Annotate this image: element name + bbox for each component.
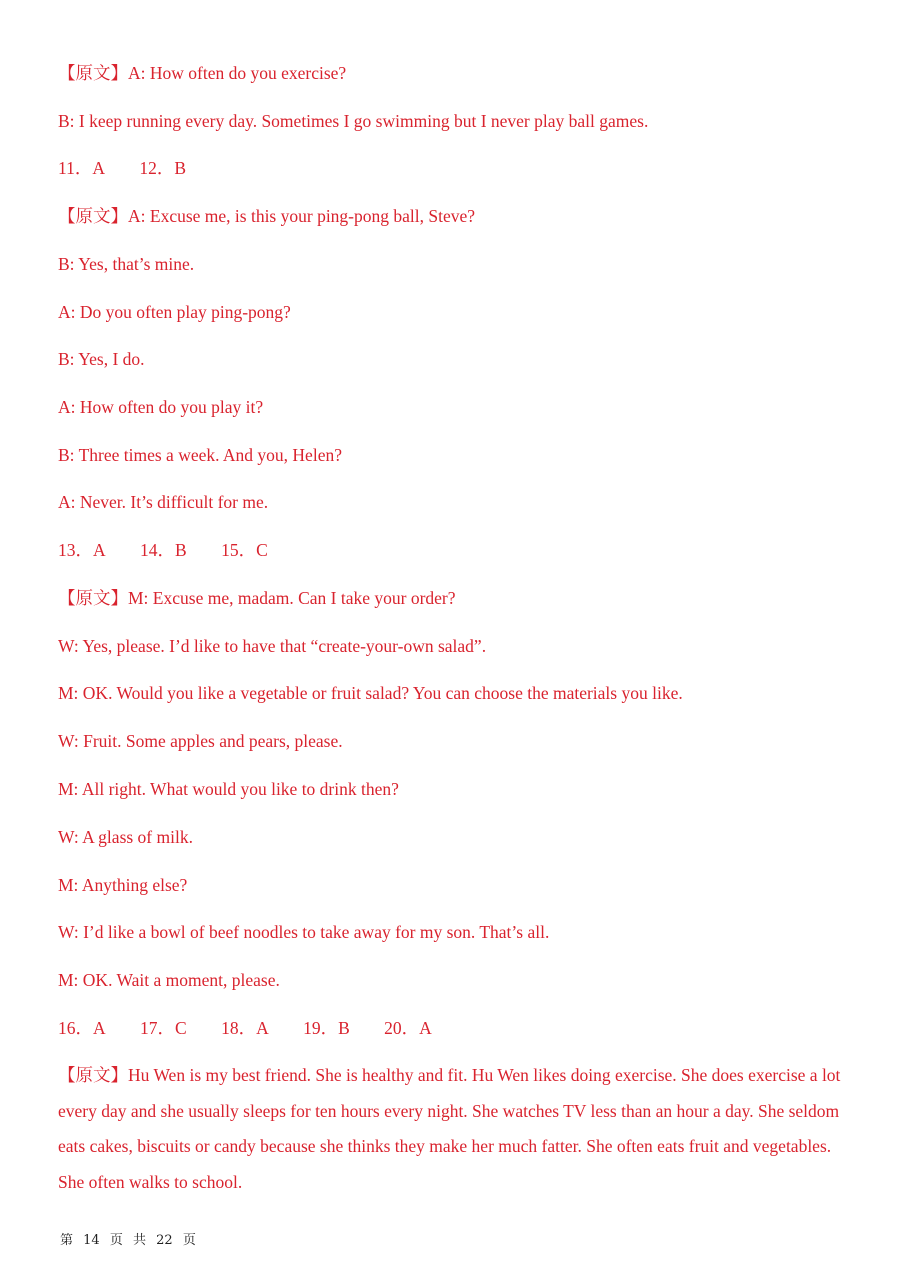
transcript-line: W: Fruit. Some apples and pears, please.	[58, 731, 343, 751]
transcript-line: 【原文】A: Excuse me, is this your ping-pong ball, Steve?	[58, 206, 476, 226]
footer-prefix: 第	[60, 1233, 74, 1248]
answer-item: 16．A	[58, 1018, 106, 1038]
page-total: 22	[156, 1233, 173, 1248]
answer-key-row	[58, 158, 186, 178]
transcript-line: B: Yes, I do.	[58, 349, 145, 369]
transcript-line: A: Never. It’s difficult for me.	[58, 492, 269, 512]
answer-item: 17．C	[140, 1018, 187, 1038]
transcript-line: W: I’d like a bowl of beef noodles to take away for my son. That’s all.	[58, 922, 550, 942]
answer-item: 19．B	[303, 1018, 350, 1038]
answer-item: 18．A	[221, 1018, 269, 1038]
transcript-line: M: Anything else?	[58, 875, 188, 895]
transcript-line: A: How often do you play it?	[58, 397, 264, 417]
answer-item: 11．A	[58, 158, 105, 178]
page-footer	[60, 1229, 202, 1248]
transcript-line: 【原文】M: Excuse me, madam. Can I take your order?	[58, 588, 456, 608]
transcript-line: W: Yes, please. I’d like to have that “create-your-own salad”.	[58, 636, 487, 656]
transcript-line: 【原文】A: How often do you exercise?	[58, 63, 347, 83]
answer-item: 15．C	[221, 540, 268, 560]
transcript-line: B: Yes, that’s mine.	[58, 254, 195, 274]
transcript-line: B: Three times a week. And you, Helen?	[58, 445, 342, 465]
answer-item: 13．A	[58, 540, 106, 560]
transcript-line: B: I keep running every day. Sometimes I go swimming but I never play ball games.	[58, 111, 649, 131]
footer-mid2: 共	[133, 1233, 147, 1248]
answer-key-row	[58, 1018, 432, 1038]
footer-suffix: 页	[182, 1233, 196, 1248]
transcript-line: W: A glass of milk.	[58, 827, 193, 847]
answer-item: 20．A	[384, 1018, 432, 1038]
transcript-paragraph: 【原文】Hu Wen is my best friend. She is healthy and fit. Hu Wen likes doing exercise. She does exercise a lot every day and she usually sleeps for ten hours every night. She watches TV less than an hour a day. She seldom eats cakes, biscuits or candy because she thinks they make her much fatter. She often eats fruit and vegetables. She often walks to school.	[58, 1065, 841, 1192]
transcript-line: A: Do you often play ping-pong?	[58, 302, 291, 322]
answer-key-row	[58, 540, 268, 560]
answer-item: 12．B	[139, 158, 187, 178]
footer-mid1: 页	[109, 1233, 123, 1248]
page-number: 14	[83, 1233, 100, 1248]
answer-item: 14．B	[140, 540, 187, 560]
transcript-line: M: All right. What would you like to drink then?	[58, 779, 399, 799]
transcript-line: M: OK. Wait a moment, please.	[58, 970, 280, 990]
transcript-line: M: OK. Would you like a vegetable or fruit salad? You can choose the materials you like.	[58, 683, 683, 703]
